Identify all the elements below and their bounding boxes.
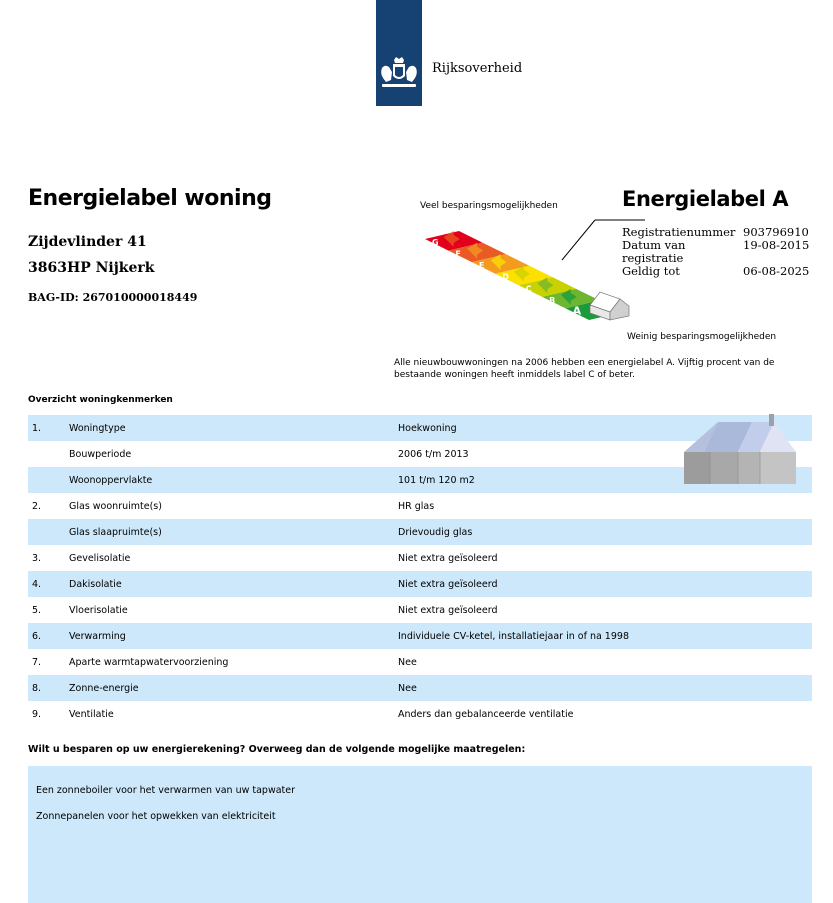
table-row (28, 493, 812, 519)
table-row (28, 649, 812, 675)
table-row (28, 623, 812, 649)
row-number: 3. (32, 552, 42, 564)
tips-box (28, 766, 812, 903)
row-label: Woningtype (69, 422, 126, 434)
row-value: Niet extra geïsoleerd (398, 578, 498, 590)
scale-bottom-text: Weinig besparingsmogelijkheden (627, 332, 777, 342)
registration-key: Geldig tot (622, 264, 680, 278)
address-street: Zijdevlinder 41 (28, 234, 147, 250)
scale-letter: F (455, 249, 461, 259)
label-note: Alle nieuwbouwwoningen na 2006 hebben een energielabel A. Vijftig procent van de bestaande woningen heeft inmiddels label C of beter. (394, 358, 775, 380)
registration-row (622, 239, 809, 265)
row-label: Zonne-energie (69, 682, 139, 694)
row-number: 1. (32, 422, 42, 434)
registration-value: 903796910 (743, 225, 809, 239)
table-row (28, 701, 812, 727)
row-number: 9. (32, 708, 42, 720)
rijksoverheid-logo (376, 0, 422, 106)
row-value: Anders dan gebalanceerde ventilatie (398, 708, 574, 720)
coat-of-arms-icon (376, 56, 422, 92)
registration-key: Registratienummer (622, 225, 736, 239)
row-label: Vloerisolatie (69, 604, 128, 616)
row-value: Niet extra geïsoleerd (398, 604, 498, 616)
row-number: 5. (32, 604, 42, 616)
address-city: 3863HP Nijkerk (28, 260, 155, 276)
registration-key: Datum van registratie (622, 238, 686, 265)
table-row (28, 519, 812, 545)
registration-table (622, 226, 809, 278)
row-value: Nee (398, 682, 417, 694)
row-value: Nee (398, 656, 417, 668)
row-number: 8. (32, 682, 42, 694)
row-value: HR glas (398, 500, 435, 512)
registration-value: 06-08-2025 (743, 264, 810, 278)
scale-letter: D (502, 272, 509, 282)
row-number: 4. (32, 578, 42, 590)
tips-heading: Wilt u besparen op uw energierekening? Overweeg dan de volgende mogelijke maatregelen: (28, 744, 526, 755)
row-label: Aparte warmtapwatervoorziening (69, 656, 229, 668)
row-value: Drievoudig glas (398, 526, 473, 538)
row-label: Dakisolatie (69, 578, 122, 590)
registration-value: 19-08-2015 (743, 238, 810, 252)
tip-item: Een zonneboiler voor het verwarmen van uw tapwater (36, 785, 296, 796)
overview-heading: Overzicht woningkenmerken (28, 395, 173, 405)
scale-letter: A (572, 304, 582, 318)
table-row (28, 597, 812, 623)
row-number: 2. (32, 500, 42, 512)
row-value: 2006 t/m 2013 (398, 448, 469, 460)
row-value: 101 t/m 120 m2 (398, 474, 475, 486)
scale-letter: C (525, 284, 532, 294)
scale-letter: G (432, 238, 439, 247)
scale-letter: B (549, 295, 556, 305)
row-label: Verwarming (69, 630, 126, 642)
energy-label-title: Energielabel A (622, 187, 789, 211)
row-label: Gevelisolatie (69, 552, 131, 564)
row-label: Woonoppervlakte (69, 474, 153, 486)
table-row (28, 675, 812, 701)
row-label: Bouwperiode (69, 448, 132, 460)
row-value: Niet extra geïsoleerd (398, 552, 498, 564)
org-name: Rijksoverheid (432, 61, 523, 76)
scale-top-text: Veel besparingsmogelijkheden (420, 201, 558, 211)
table-row (28, 571, 812, 597)
bag-id: BAG-ID: 267010000018449 (28, 291, 198, 304)
registration-row (622, 265, 809, 278)
row-label: Ventilatie (69, 708, 114, 720)
tip-item: Zonnepanelen voor het opwekken van elektriciteit (36, 811, 276, 822)
scale-letter: E (478, 261, 485, 271)
row-label: Glas slaapruimte(s) (69, 526, 162, 538)
row-value: Hoekwoning (398, 422, 457, 434)
energy-scale-graphic (415, 212, 645, 337)
table-row (28, 545, 812, 571)
page-title: Energielabel woning (28, 186, 272, 211)
row-number: 6. (32, 630, 42, 642)
corner-house-illustration (680, 410, 800, 488)
row-value: Individuele CV-ketel, installatiejaar in of na 1998 (398, 630, 629, 642)
row-label: Glas woonruimte(s) (69, 500, 162, 512)
row-number: 7. (32, 656, 42, 668)
